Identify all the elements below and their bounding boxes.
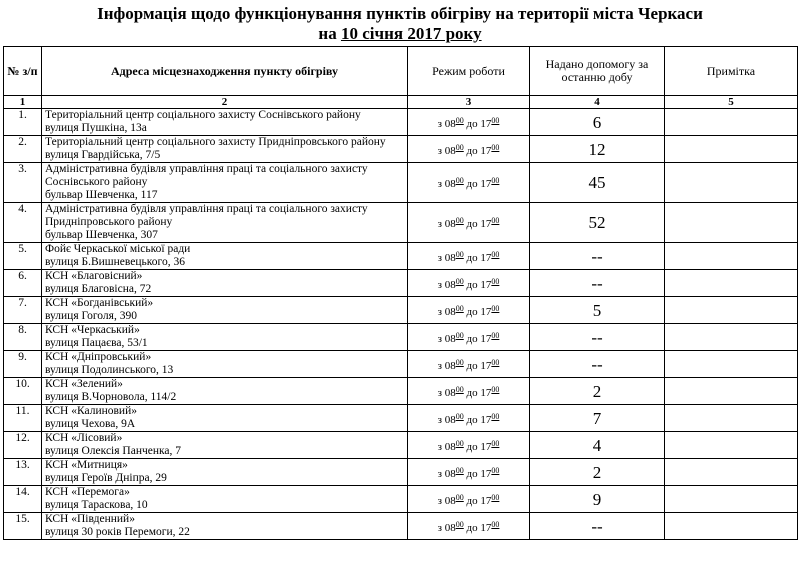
hours-minutes: 00 (455, 519, 464, 529)
header-row (4, 47, 798, 96)
hours-minutes: 00 (455, 276, 464, 286)
row-help-count: -- (530, 270, 665, 297)
header-num: № з/п (4, 47, 42, 96)
title-line-2 (0, 24, 800, 44)
address-line: Адміністративна будівля управління праці та соціального захисту (45, 203, 368, 215)
hours-minutes: 00 (455, 176, 464, 185)
column-number-row (4, 96, 798, 109)
address-line: бульвар Шевченка, 307 (45, 229, 158, 241)
row-hours (408, 324, 530, 351)
hours-text: з 08 (437, 144, 456, 157)
address-line: КСН «Калиновий» (45, 405, 137, 417)
row-note (665, 163, 798, 203)
address-line: Придніпровського району (45, 216, 173, 228)
row-note (665, 486, 798, 513)
address-line: вулиця В.Чорновола, 114/2 (45, 391, 177, 403)
address-line: КСН «Зелений» (45, 378, 123, 390)
address-line: вулиця Гвардійська, 7/5 (45, 149, 161, 161)
hours-text: до 17 (463, 494, 492, 507)
row-help-count: 7 (530, 405, 665, 432)
hours-minutes: 00 (491, 216, 500, 225)
row-number: 4. (4, 203, 42, 243)
table-row (4, 163, 798, 203)
hours-minutes: 00 (455, 330, 464, 340)
hours-minutes: 00 (455, 142, 464, 152)
hours-text: до 17 (463, 305, 492, 318)
hours-text: з 08 (437, 218, 456, 230)
table-row (4, 270, 798, 297)
address-line: вулиця Пацаєва, 53/1 (45, 337, 148, 349)
hours-minutes: 00 (455, 303, 464, 313)
row-address (42, 324, 408, 351)
address-line: КСН «Лісовий» (45, 432, 123, 444)
hours-text: з 08 (437, 521, 456, 534)
column-number: 4 (530, 96, 665, 109)
hours-minutes: 00 (455, 492, 464, 502)
hours-minutes: 00 (455, 465, 464, 475)
row-note (665, 109, 798, 136)
hours-minutes: 00 (455, 438, 464, 448)
address-line: КСН «Південний» (45, 513, 135, 525)
hours-text: з 08 (437, 494, 456, 507)
row-note (665, 513, 798, 540)
table-row (4, 297, 798, 324)
hours-minutes: 00 (455, 411, 464, 421)
row-hours (408, 243, 530, 270)
header-note: Примітка (665, 47, 798, 96)
table-row (4, 351, 798, 378)
address-line: вулиця Гоголя, 390 (45, 310, 137, 322)
row-address (42, 203, 408, 243)
row-number: 12. (4, 432, 42, 459)
column-number: 3 (408, 96, 530, 109)
hours-minutes: 00 (491, 438, 500, 448)
address-line: вулиця Подолинського, 13 (45, 364, 174, 376)
row-hours (408, 297, 530, 324)
hours-text: до 17 (463, 467, 492, 480)
hours-minutes: 00 (491, 142, 500, 152)
hours-minutes: 00 (455, 357, 464, 367)
address-line: КСН «Перемога» (45, 486, 130, 498)
table-row (4, 486, 798, 513)
hours-minutes: 00 (491, 249, 500, 259)
hours-text: до 17 (463, 178, 492, 190)
row-note (665, 324, 798, 351)
row-hours (408, 486, 530, 513)
hours-minutes: 00 (491, 176, 500, 185)
row-hours (408, 163, 530, 203)
hours-text: з 08 (437, 178, 456, 190)
row-help-count: 45 (530, 163, 665, 203)
row-help-count: 4 (530, 432, 665, 459)
row-address (42, 405, 408, 432)
row-help-count: 52 (530, 203, 665, 243)
table-row (4, 405, 798, 432)
row-number: 2. (4, 136, 42, 163)
hours-minutes: 00 (491, 519, 500, 529)
row-number: 13. (4, 459, 42, 486)
address-line: Територіальний центр соціального захисту Придніпровського району (45, 136, 386, 148)
row-help-count: -- (530, 243, 665, 270)
table-row (4, 243, 798, 270)
row-note (665, 203, 798, 243)
row-number: 11. (4, 405, 42, 432)
hours-minutes: 00 (455, 115, 464, 125)
hours-text: з 08 (437, 359, 456, 372)
address-line: вулиця Олексія Панченка, 7 (45, 445, 182, 457)
row-note (665, 459, 798, 486)
hours-text: з 08 (437, 117, 456, 130)
row-note (665, 351, 798, 378)
hours-minutes: 00 (491, 276, 500, 286)
address-line: Соснівського району (45, 176, 148, 188)
row-address (42, 432, 408, 459)
hours-text: до 17 (463, 332, 492, 345)
hours-minutes: 00 (491, 465, 500, 475)
hours-minutes: 00 (491, 330, 500, 340)
title-line-1: Інформація щодо функціонування пунктів обігріву на території міста Черкаси (97, 4, 703, 23)
hours-text: з 08 (437, 332, 456, 345)
row-help-count: 9 (530, 486, 665, 513)
column-number: 5 (665, 96, 798, 109)
row-number: 7. (4, 297, 42, 324)
row-number: 14. (4, 486, 42, 513)
row-help-count: 5 (530, 297, 665, 324)
row-number: 1. (4, 109, 42, 136)
row-help-count: 6 (530, 109, 665, 136)
title-prefix: на (318, 24, 337, 43)
row-hours (408, 459, 530, 486)
row-address (42, 109, 408, 136)
row-number: 6. (4, 270, 42, 297)
row-note (665, 136, 798, 163)
row-help-count: 2 (530, 378, 665, 405)
address-line: Адміністративна будівля управління праці та соціального захисту (45, 163, 368, 175)
document-title (0, 0, 800, 44)
hours-text: до 17 (463, 144, 492, 157)
hours-text: до 17 (463, 413, 492, 426)
row-hours (408, 378, 530, 405)
hours-minutes: 00 (455, 249, 464, 259)
table-row (4, 324, 798, 351)
table-row (4, 459, 798, 486)
row-note (665, 378, 798, 405)
header-hours: Режим роботи (408, 47, 530, 96)
table-row (4, 513, 798, 540)
heating-points-table (3, 46, 798, 540)
column-number: 1 (4, 96, 42, 109)
row-help-count: 2 (530, 459, 665, 486)
address-line: вулиця Пушкіна, 13а (45, 122, 147, 134)
hours-minutes: 00 (491, 115, 500, 125)
address-line: вулиця Героїв Дніпра, 29 (45, 472, 167, 484)
row-address (42, 270, 408, 297)
hours-text: до 17 (463, 218, 492, 230)
row-address (42, 136, 408, 163)
hours-text: до 17 (463, 117, 492, 130)
row-number: 9. (4, 351, 42, 378)
row-address (42, 513, 408, 540)
row-number: 15. (4, 513, 42, 540)
row-number: 10. (4, 378, 42, 405)
hours-text: з 08 (437, 467, 456, 480)
table-row (4, 378, 798, 405)
row-address (42, 459, 408, 486)
header-help: Надано допомогу за останню добу (530, 47, 665, 96)
row-address (42, 243, 408, 270)
hours-text: до 17 (463, 278, 492, 291)
hours-minutes: 00 (491, 303, 500, 313)
row-note (665, 243, 798, 270)
hours-minutes: 00 (455, 384, 464, 394)
row-address (42, 163, 408, 203)
row-note (665, 405, 798, 432)
row-note (665, 297, 798, 324)
address-line: бульвар Шевченка, 117 (45, 189, 158, 201)
address-line: вулиця Благовісна, 72 (45, 283, 152, 295)
row-address (42, 486, 408, 513)
address-line: вулиця Б.Вишневецького, 36 (45, 256, 185, 268)
hours-text: з 08 (437, 278, 456, 291)
hours-text: до 17 (463, 251, 492, 264)
column-number: 2 (42, 96, 408, 109)
hours-minutes: 00 (491, 411, 500, 421)
address-line: Фойє Черкаської міської ради (45, 243, 191, 255)
hours-text: з 08 (437, 305, 456, 318)
address-line: КСН «Благовісний» (45, 270, 143, 282)
row-hours (408, 432, 530, 459)
header-address: Адреса місцезнаходження пункту обігріву (42, 47, 408, 96)
address-line: Територіальний центр соціального захисту Соснівського району (45, 109, 361, 121)
hours-text: з 08 (437, 386, 456, 399)
row-number: 3. (4, 163, 42, 203)
row-number: 8. (4, 324, 42, 351)
row-address (42, 351, 408, 378)
address-line: вулиця Тараскова, 10 (45, 499, 148, 511)
row-note (665, 432, 798, 459)
address-line: КСН «Черкаський» (45, 324, 140, 336)
hours-text: до 17 (463, 440, 492, 453)
hours-text: до 17 (463, 359, 492, 372)
row-address (42, 297, 408, 324)
hours-text: з 08 (437, 251, 456, 264)
row-help-count: -- (530, 351, 665, 378)
row-hours (408, 405, 530, 432)
row-note (665, 270, 798, 297)
title-date: 10 січня 2017 року (340, 24, 482, 43)
row-help-count: -- (530, 513, 665, 540)
table-row (4, 432, 798, 459)
hours-text: з 08 (437, 440, 456, 453)
row-hours (408, 351, 530, 378)
row-hours (408, 270, 530, 297)
row-help-count: -- (530, 324, 665, 351)
row-address (42, 378, 408, 405)
row-hours (408, 109, 530, 136)
hours-minutes: 00 (491, 492, 500, 502)
row-number: 5. (4, 243, 42, 270)
hours-minutes: 00 (491, 357, 500, 367)
address-line: КСН «Дніпровський» (45, 351, 152, 363)
hours-text: з 08 (437, 413, 456, 426)
row-help-count: 12 (530, 136, 665, 163)
table-row (4, 136, 798, 163)
table-body (4, 109, 798, 540)
address-line: вулиця 30 років Перемоги, 22 (45, 526, 190, 538)
row-hours (408, 203, 530, 243)
address-line: КСН «Богданівський» (45, 297, 154, 309)
address-line: вулиця Чехова, 9А (45, 418, 136, 430)
row-hours (408, 136, 530, 163)
hours-minutes: 00 (455, 216, 464, 225)
hours-text: до 17 (463, 521, 492, 534)
hours-minutes: 00 (491, 384, 500, 394)
row-hours (408, 513, 530, 540)
table-row (4, 203, 798, 243)
hours-text: до 17 (463, 386, 492, 399)
address-line: КСН «Митниця» (45, 459, 128, 471)
table-row (4, 109, 798, 136)
